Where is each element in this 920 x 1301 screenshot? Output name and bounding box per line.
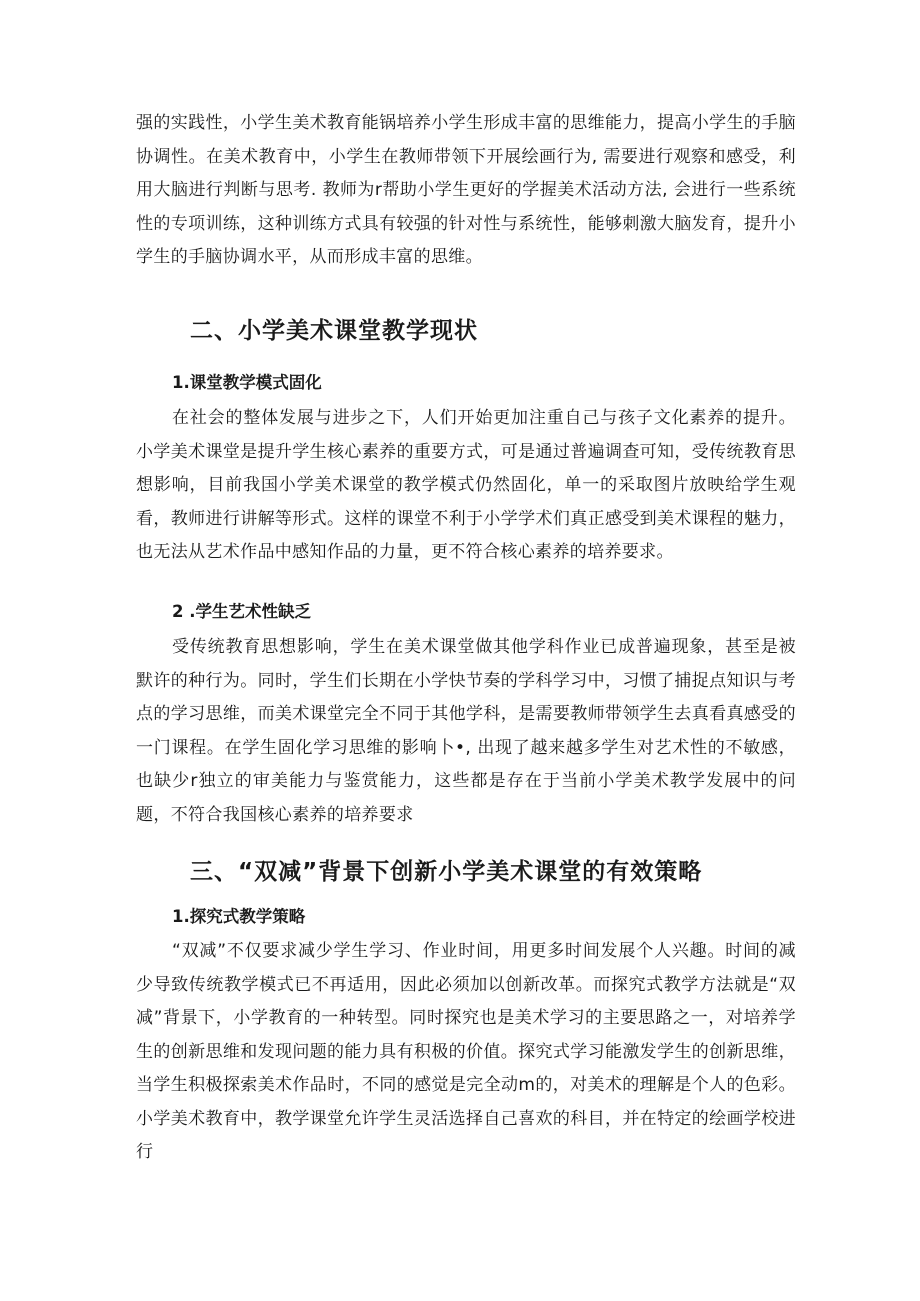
section-2-1-title: 1.课堂教学模式固化 — [172, 373, 322, 392]
section-2-1-paragraph: 在社会的整体发展与进步之下，人们开始更加注重自己与孩子文化素养的提升。小学美术课堂是提升学生核心素养的重要方式，可是通过普遍调查可知，受传统教育思想影响，目前我国小学美术课堂的教学模式仍然固化，单一的采取图片放映给学生观看，教师进行讲解等形式。这样的课堂不利于小学学术们真正感受到美术课程的魅力，也无法从艺术作品中感知作品的力量，更不符合核心素养的培养要求。 — [136, 408, 796, 562]
intro-paragraph: 强的实践性，小学生美术教育能锅培养小学生形成丰富的思维能力，提高小学生的手脑协调性。在美术教育中，小学生在教师带领下开展绘画行为, 需要进行观察和感受，利用大脑进行判断与思考. 教师为r帮助小学生更好的学握美术活动方法, 会进行一些系统性的专项训练，这种训练方式具有较强的针对性与系统性，能够刺激大脑发育，提升小学生的手脑协调水平，从而形成丰富的思维。 — [136, 113, 796, 267]
section-3-heading: 三、“双减”背景下创新小学美术课堂的有效策略 — [190, 859, 703, 885]
section-2-heading: 二、小学美术课堂教学现状 — [190, 318, 478, 344]
section-2-2-paragraph: 受传统教育思想影响，学生在美术课堂做其他学科作业已成普遍现象，甚至是被默许的种行为。同时，学生们长期在小学快节奏的学科学习中，习惯了捕捉点知识与考点的学习思维，而美术课堂完全不同于其他学科，是需要教师带领学生去真看真感受的一门课程。在学生固化学习思维的影响卜•, 出现了越来越多学生对艺术性的不敏感，也缺少r独立的审美能力与鉴赏能力，这些都是存在于当前小学美术教学发展中的问题，不符合我国核心素养的培养要求 — [136, 637, 796, 825]
section-2-2-title: 2 .学生艺术性缺乏 — [172, 602, 311, 621]
section-3-1-title: 1.探究式教学策略 — [172, 907, 306, 926]
section-3-1-paragraph: “双减”不仅要求减少学生学习、作业时间，用更多时间发展个人兴趣。时间的减少导致传统教学模式已不再适用，因此必须加以创新改革。而探究式教学方法就是“双减”背景下，小学教育的一种转型。同时探究也是美术学习的主要思路之一，对培养学生的创新思维和发现问题的能力具有积极的价值。探究式学习能激发学生的创新思维，当学生积极探索美术作品时，不同的感觉是完全动m的，对美术的理解是个人的色彩。小学美术教育中，教学课堂允许学生灵活选择自己喜欢的科目，并在特定的绘画学校进行 — [136, 941, 796, 1162]
